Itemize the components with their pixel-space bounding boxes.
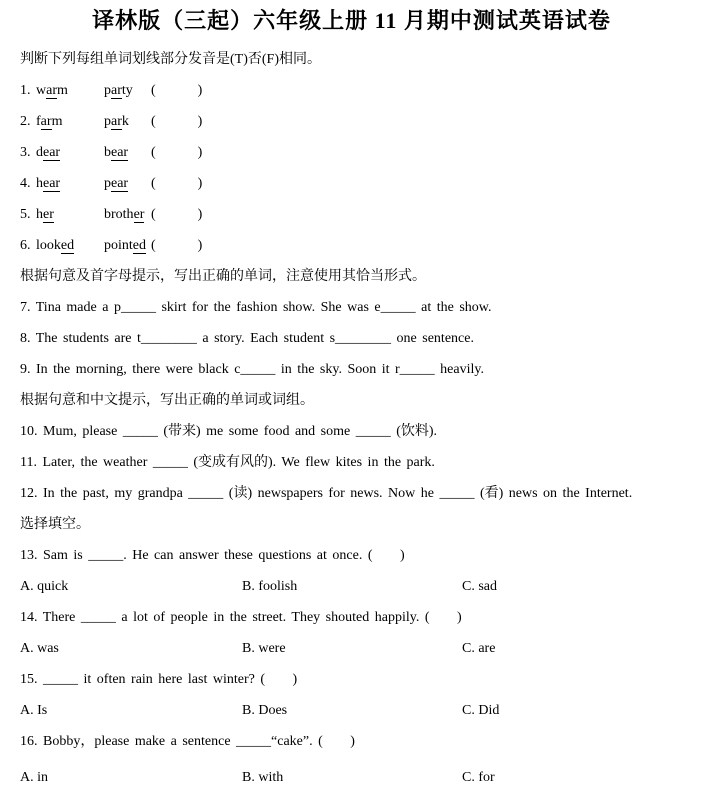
answer-paren [151,207,202,222]
underlined-letters: er [133,207,145,222]
word-part: look [36,238,61,253]
item-number: 4. [20,176,36,191]
underlined-letters: ar [40,114,52,129]
option-b: B. were [242,641,286,656]
question-text: 12. In the past, my grandpa _____ (读) newspapers for news. Now he _____ (看) news on the Internet. [20,486,633,501]
word-part: p [104,114,111,129]
paren-open: ( [151,145,156,160]
word-part: p [104,176,111,191]
item-number: 2. [20,114,36,129]
paren-open: ( [151,207,156,222]
question-text: 13. Sam is _____. He can answer these questions at once. ( ) [20,548,405,563]
underlined-letters: ed [132,238,146,253]
word-part: f [36,114,41,129]
word-second [104,137,151,168]
word-second [104,199,151,230]
word-second [104,230,151,261]
option-a: A. was [20,641,59,656]
word-second [104,75,151,106]
word-part: m [57,83,68,98]
word-part: w [36,83,47,98]
option-c: C. for [462,770,495,785]
underlined-letters: ar [46,83,58,98]
word-first [20,168,104,199]
underlined-letters: ear [111,176,129,191]
paren-open: ( [151,114,156,129]
word-part: point [104,238,133,253]
word-part: p [104,83,111,98]
option-b: B. Does [242,703,288,718]
underlined-letters: ar [111,114,122,129]
answer-paren [151,145,202,160]
underlined-letters: er [43,207,54,222]
pronunciation-pair-row [20,75,683,106]
word-part: broth [104,207,134,222]
option-c: C. Did [462,703,500,718]
item-number: 6. [20,238,36,253]
word-first [20,230,104,261]
word-part: h [36,176,43,191]
answer-paren [151,114,202,129]
paren-open: ( [151,83,156,98]
word-part: h [36,207,43,222]
pronunciation-pair-row [20,199,683,230]
options-row-clipped [20,762,683,793]
word-first [20,106,104,137]
section-instruction-first-letter: 根据句意及首字母提示，写出正确的单词，注意使用其恰当形式。 [20,269,426,284]
section-instruction-multiple-choice: 选择填空。 [20,517,90,532]
answer-paren [151,176,202,191]
answer-paren [151,238,202,253]
pronunciation-pair-row [20,137,683,168]
underlined-letters: ed [60,238,75,253]
pronunciation-pair-row [20,106,683,137]
option-c: C. sad [462,579,497,594]
paren-close: ) [197,207,203,222]
underlined-letters: ear [43,176,61,191]
option-b: B. foolish [242,579,298,594]
underlined-letters: ear [111,145,129,160]
word-part: ty [121,83,133,98]
word-part: d [36,145,43,160]
options-row [20,633,683,664]
section-instruction-chinese-hint: 根据句意和中文提示，写出正确的单词或词组。 [20,393,314,408]
item-number: 3. [20,145,36,160]
options-row [20,571,683,602]
question-text: 7. Tina made a p_____ skirt for the fashion show. She was e_____ at the show. [20,300,492,315]
underlined-letters: ear [43,145,61,160]
paren-open: ( [151,176,156,191]
question-text: 8. The students are t________ a story. Each student s________ one sentence. [20,331,474,346]
option-a: A. Is [20,703,48,718]
word-first [20,75,104,106]
option-b: B. with [242,770,284,785]
section-instruction-pronunciation: 判断下列每组单词划线部分发音是(T)否(F)相同。 [20,52,321,67]
question-text: 16. Bobby，please make a sentence _____“cake”. ( ) [20,734,355,749]
word-first [20,137,104,168]
answer-paren [151,83,202,98]
word-second [104,106,151,137]
question-text: 14. There _____ a lot of people in the street. They shouted happily. ( ) [20,610,462,625]
paren-close: ) [197,145,203,160]
word-second [104,168,151,199]
paren-close: ) [197,114,203,129]
page-title: 译林版（三起）六年级上册 11 月期中测试英语试卷 [92,8,611,33]
underlined-letters: ar [111,83,122,98]
question-text: 11. Later, the weather _____ (变成有风的). We flew kites in the park. [20,455,435,470]
paren-close: ) [197,83,203,98]
option-c: C. are [462,641,496,656]
pronunciation-pair-row [20,230,683,261]
pronunciation-pair-row [20,168,683,199]
word-part: k [121,114,129,129]
item-number: 5. [20,207,36,222]
paren-close: ) [197,238,203,253]
word-part: m [51,114,63,129]
word-first [20,199,104,230]
question-text: 9. In the morning, there were black c_____ in the sky. Soon it r_____ heavily. [20,362,484,377]
paren-open: ( [151,238,156,253]
option-a: A. quick [20,579,69,594]
word-part: b [104,145,111,160]
question-text: 10. Mum, please _____ (带来) me some food and some _____ (饮料). [20,424,438,439]
question-text: 15. _____ it often rain here last winter? ( ) [20,672,298,687]
item-number: 1. [20,83,36,98]
paren-close: ) [197,176,203,191]
options-row [20,695,683,726]
option-a: A. in [20,770,48,785]
